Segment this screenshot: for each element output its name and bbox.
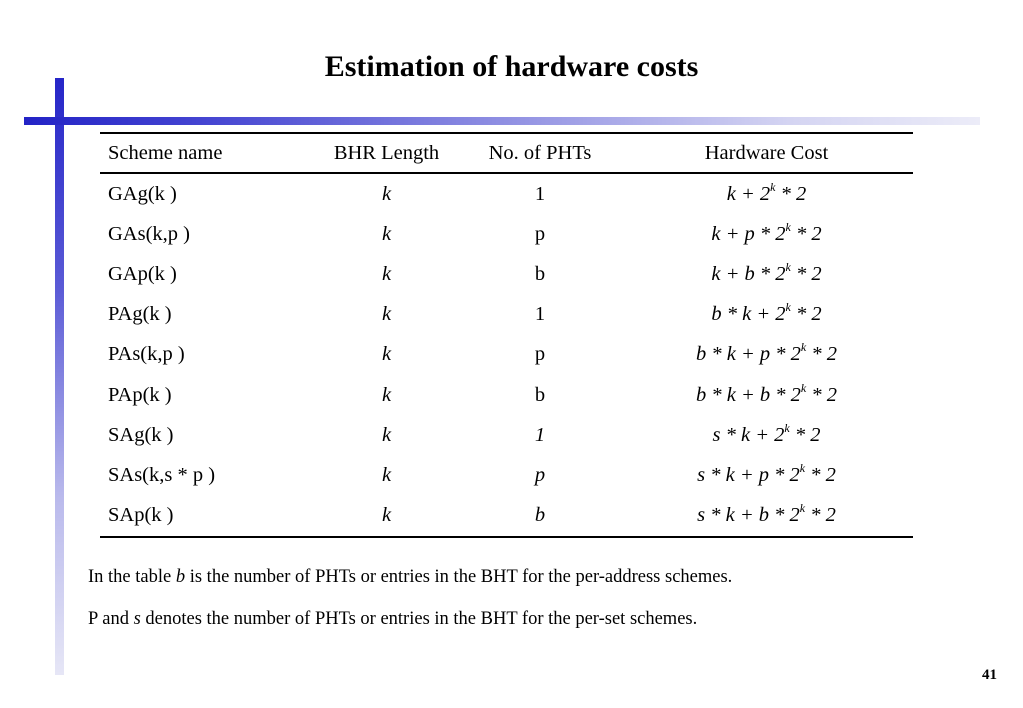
cost-formula-tail: * 2: [775, 182, 807, 205]
table-row: [100, 173, 913, 214]
cost-formula-base: s * k + p * 2: [697, 463, 800, 486]
hardware-cost-cell: [620, 173, 913, 214]
cost-formula-tail: * 2: [805, 463, 836, 486]
scheme-name-cell: GAs(k,p ): [108, 222, 190, 245]
cost-formula-exponent: k: [799, 501, 806, 516]
cost-formula-tail: * 2: [790, 222, 822, 245]
bhr-length-cell: k: [381, 463, 392, 486]
bhr-length-cell: k: [313, 496, 460, 537]
table-row: [100, 335, 913, 375]
cost-formula-tail: * 2: [790, 303, 822, 326]
cost-formula-tail: * 2: [790, 262, 822, 285]
no-of-phts-cell: p: [534, 343, 546, 366]
note1-variable: b: [175, 567, 186, 587]
cost-formula-exponent: k: [785, 300, 791, 315]
decorative-vertical-bar: [55, 78, 64, 675]
scheme-name-cell: SAg(k ): [108, 423, 174, 446]
hardware-cost-cell: [620, 335, 913, 375]
cost-formula-base: k + b * 2: [711, 262, 786, 285]
cost-formula-base: b * k + 2: [711, 303, 786, 326]
table-row: [100, 295, 913, 335]
hardware-cost-cell: [620, 496, 913, 537]
no-of-phts-cell: b: [460, 496, 620, 537]
cost-formula-base: k + 2: [726, 182, 771, 205]
table-row: [100, 455, 913, 495]
note-per-address: [88, 567, 732, 588]
note1-suffix: is the number of PHTs or entries in the BHT for the per-address schemes.: [185, 567, 733, 587]
hardware-cost-cell: [620, 295, 913, 335]
table-row: [100, 496, 913, 537]
scheme-name-cell: GAp(k ): [108, 262, 177, 285]
header-no-of-phts: No. of PHTs: [460, 133, 620, 173]
table-row: [100, 214, 913, 254]
note2-prefix: P and: [88, 609, 134, 629]
note2-variable: s: [133, 609, 141, 629]
cost-formula-exponent: k: [784, 420, 790, 435]
scheme-name-cell: PAs(k,p ): [108, 343, 185, 366]
cost-formula-base: b * k + p * 2: [695, 343, 801, 366]
hardware-cost-cell: [620, 455, 913, 495]
cost-formula-exponent: k: [800, 380, 807, 395]
cost-formula-exponent: k: [785, 219, 791, 234]
bhr-length-cell: k: [381, 262, 392, 285]
hardware-cost-cell: [620, 415, 913, 455]
hardware-cost-table: [100, 132, 913, 538]
decorative-horizontal-bar: [24, 117, 980, 125]
hardware-cost-cell: [620, 375, 913, 415]
cost-formula-exponent: k: [770, 179, 776, 194]
cost-formula-exponent: k: [799, 460, 806, 475]
page-number: 41: [982, 667, 997, 683]
cost-formula-exponent: k: [800, 340, 807, 355]
scheme-name-cell: PAp(k ): [108, 383, 172, 406]
no-of-phts-cell: 1: [534, 303, 546, 326]
cost-formula-tail: * 2: [806, 383, 837, 406]
no-of-phts-cell: p: [534, 463, 546, 486]
note1-prefix: In the table: [88, 567, 176, 587]
table-header-row: [100, 133, 913, 173]
no-of-phts-cell: 1: [534, 182, 546, 205]
cost-formula-base: s * k + b * 2: [697, 504, 800, 527]
no-of-phts-cell: b: [534, 383, 546, 406]
cost-formula-base: s * k + 2: [712, 423, 785, 446]
table-body: [100, 173, 913, 537]
table-row: [100, 415, 913, 455]
bhr-length-cell: k: [381, 303, 392, 326]
scheme-name-cell: GAg(k ): [108, 182, 177, 205]
scheme-name-cell: SAp(k ): [100, 496, 313, 537]
note2-suffix: denotes the number of PHTs or entries in the BHT for the per-set schemes.: [140, 609, 698, 629]
cost-formula-base: k + p * 2: [711, 222, 786, 245]
cost-formula-tail: * 2: [805, 504, 836, 527]
cost-formula-tail: * 2: [806, 343, 837, 366]
cost-formula-tail: * 2: [789, 423, 821, 446]
bhr-length-cell: k: [381, 423, 392, 446]
slide-title: Estimation of hardware costs: [324, 50, 699, 83]
bhr-length-cell: k: [381, 383, 392, 406]
hardware-cost-cell: [620, 214, 913, 254]
header-scheme-name: Scheme name: [100, 133, 313, 173]
no-of-phts-cell: p: [534, 222, 546, 245]
scheme-name-cell: SAs(k,s * p ): [108, 463, 216, 486]
cost-formula-base: b * k + b * 2: [695, 383, 801, 406]
scheme-name-cell: PAg(k ): [108, 303, 172, 326]
no-of-phts-cell: b: [534, 262, 546, 285]
hardware-cost-cell: [620, 254, 913, 294]
bhr-length-cell: k: [381, 182, 392, 205]
cost-formula-exponent: k: [785, 259, 791, 274]
bhr-length-cell: k: [381, 222, 392, 245]
no-of-phts-cell: 1: [534, 423, 546, 446]
header-hardware-cost: Hardware Cost: [620, 133, 913, 173]
table-row: [100, 375, 913, 415]
header-bhr-length: BHR Length: [313, 133, 460, 173]
note-per-set: [88, 609, 697, 630]
bhr-length-cell: k: [381, 343, 392, 366]
table-row: [100, 254, 913, 294]
